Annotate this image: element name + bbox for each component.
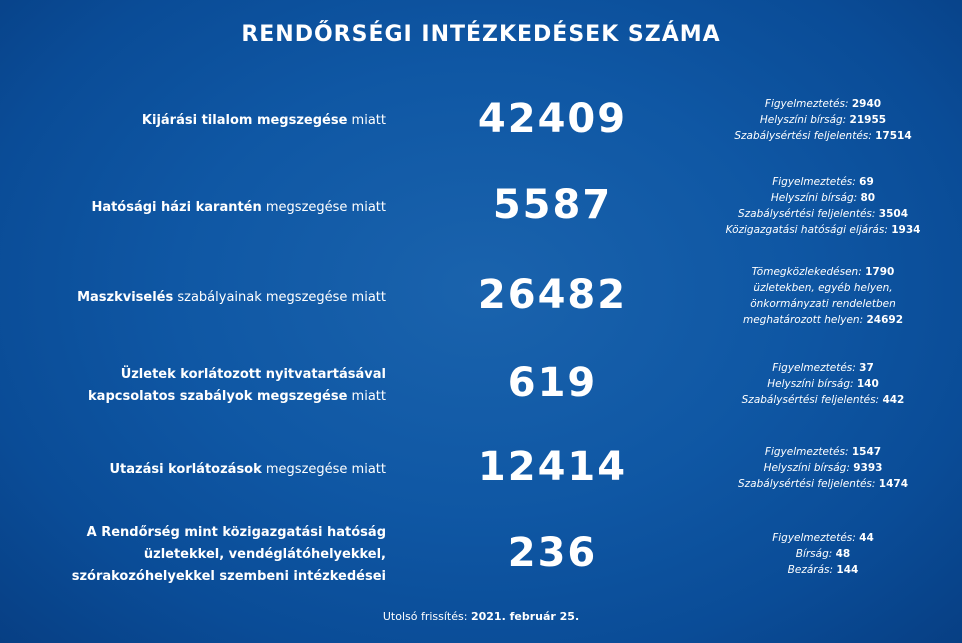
detail-line: Bezárás: 144 [787, 564, 859, 576]
row-label [46, 174, 386, 242]
detail-line: Figyelmeztetés: 69 [772, 176, 874, 188]
row-label-bold: Üzletek korlátozott nyitvatartásával kapcsolatos szabályok megszegése [88, 367, 386, 404]
detail-line: Szabálysértési feljelentés: 442 [741, 394, 905, 406]
row-label [46, 264, 386, 332]
row-details [708, 174, 938, 238]
row-total: 42409 [477, 96, 628, 142]
stat-row-curfew [0, 92, 962, 150]
row-label [46, 92, 386, 150]
row-label-bold: Maszkviselés [77, 290, 174, 305]
stat-row-travel [0, 444, 962, 496]
row-total: 26482 [477, 272, 628, 318]
detail-line: Szabálysértési feljelentés: 3504 [737, 208, 909, 220]
stat-row-shops [0, 356, 962, 416]
detail-line: Helyszíni bírság: 21955 [759, 114, 887, 126]
row-details [708, 444, 938, 492]
row-label [86, 356, 386, 416]
row-label-rest: miatt [347, 113, 386, 128]
detail-line: Figyelmeztetés: 37 [772, 362, 874, 374]
row-total: 619 [507, 360, 598, 406]
stat-row-mask [0, 264, 962, 332]
detail-line: Figyelmeztetés: 44 [772, 532, 874, 544]
detail-line: Szabálysértési feljelentés: 17514 [734, 130, 912, 142]
row-label-bold: Utazási korlátozások [109, 462, 262, 477]
page-title: RENDŐRSÉGI INTÉZKEDÉSEK SZÁMA [241, 22, 721, 47]
detail-line: Figyelmeztetés: 2940 [764, 98, 882, 110]
row-details [708, 264, 938, 328]
detail-line: Tömegközlekedésen: 1790 [751, 266, 895, 278]
row-details [708, 530, 938, 578]
row-label [46, 444, 386, 496]
row-label-bold: A Rendőrség mint közigazgatási hatóság üzletekkel, vendéglátóhelyekkel, szórakozóhelyekkel szembeni intézkedései [71, 525, 386, 584]
last-updated-label: Utolsó frissítés: [382, 610, 471, 623]
row-total: 5587 [492, 182, 613, 228]
last-updated-date: 2021. február 25. [470, 610, 580, 623]
detail-line: Figyelmeztetés: 1547 [764, 446, 882, 458]
row-details [708, 96, 938, 144]
stat-row-quarantine [0, 174, 962, 242]
detail-line: Szabálysértési feljelentés: 1474 [737, 478, 909, 490]
row-total: 12414 [477, 444, 628, 490]
row-label-rest: megszegése miatt [261, 462, 386, 477]
detail-line: Bírság: 48 [795, 548, 851, 560]
stat-row-authority [0, 522, 962, 588]
detail-line: önkormányzati rendeletben [750, 298, 896, 310]
detail-line: üzletekben, egyéb helyen, [753, 282, 893, 294]
row-label-rest: miatt [347, 389, 386, 404]
last-updated [0, 610, 962, 623]
row-label-bold: Kijárási tilalom megszegése [141, 113, 348, 128]
detail-line: Helyszíni bírság: 80 [770, 192, 876, 204]
row-details [708, 360, 938, 408]
row-label-rest: szabályainak megszegése miatt [173, 290, 386, 305]
row-label-bold: Hatósági házi karantén [91, 200, 262, 215]
detail-line: meghatározott helyen: 24692 [742, 314, 903, 326]
row-label-rest: megszegése miatt [261, 200, 386, 215]
detail-line: Helyszíni bírság: 9393 [763, 462, 883, 474]
detail-line: Közigazgatási hatósági eljárás: 1934 [725, 224, 921, 236]
row-total: 236 [507, 530, 598, 576]
detail-line: Helyszíni bírság: 140 [767, 378, 879, 390]
row-label [56, 522, 386, 588]
